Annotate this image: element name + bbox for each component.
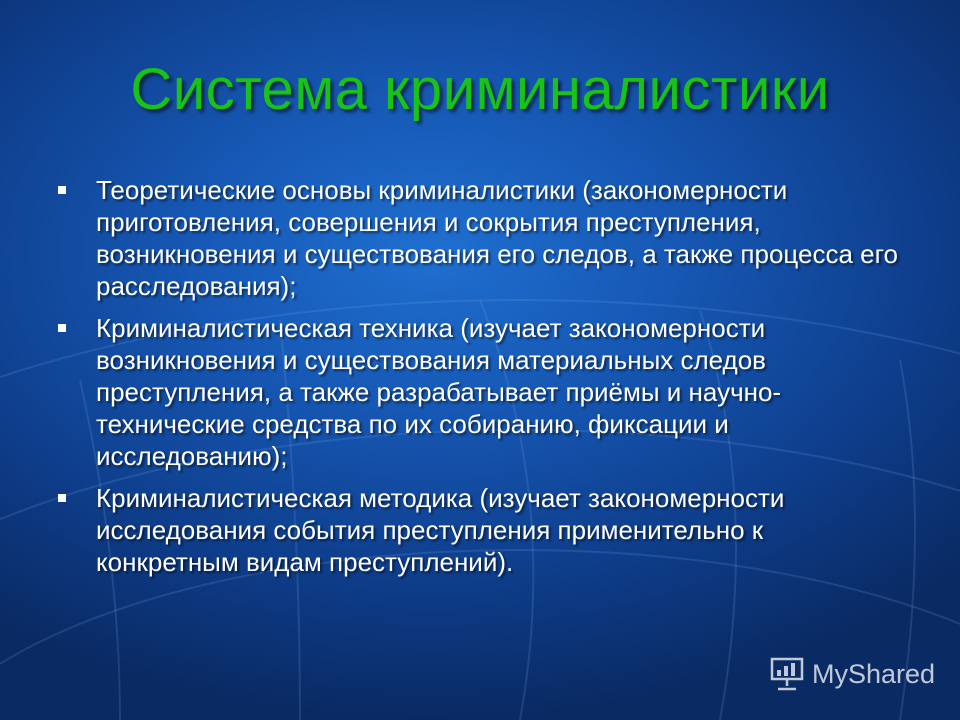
bullet-text: Криминалистическая техника (изучает закономерности возникновения и существования материальных следов преступления, а также разрабатывает приёмы и научно-технические средства по их собиранию, фиксации и исследованию); bbox=[96, 313, 782, 471]
square-bullet-icon bbox=[58, 186, 66, 194]
bullet-text: Теоретические основы криминалистики (закономерности приготовления, совершения и сокрытия преступления, возникновения и существования его следов, а также процесса его расследования); bbox=[96, 175, 899, 301]
list-item bbox=[58, 174, 908, 302]
list-item bbox=[58, 482, 908, 578]
watermark-text: MyShared bbox=[812, 658, 936, 689]
bullet-list bbox=[58, 174, 908, 588]
bullet-text: Криминалистическая методика (изучает закономерности исследования события преступления применительно к конкретным видам преступлений). bbox=[96, 483, 785, 577]
watermark bbox=[768, 656, 935, 692]
presentation-icon bbox=[768, 656, 806, 692]
slide-title: Система криминалистики bbox=[130, 57, 830, 122]
square-bullet-icon bbox=[58, 494, 66, 502]
square-bullet-icon bbox=[58, 324, 66, 332]
list-item bbox=[58, 312, 908, 472]
